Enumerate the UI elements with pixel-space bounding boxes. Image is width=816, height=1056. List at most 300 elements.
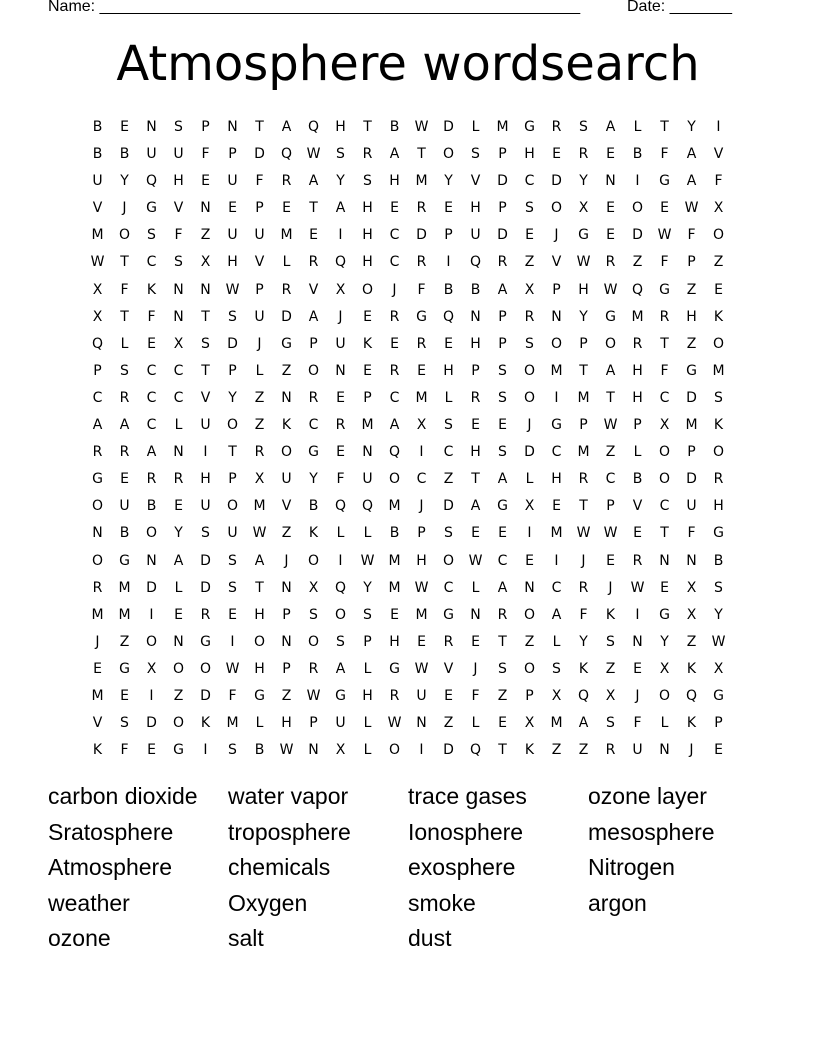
grid-letter: B xyxy=(308,498,319,515)
grid-letter: J xyxy=(392,281,397,298)
grid-letter: Y xyxy=(120,173,129,190)
grid-letter: A xyxy=(389,146,400,163)
grid-letter: Y xyxy=(687,119,696,135)
grid-letter: T xyxy=(201,308,210,325)
grid-letter: P xyxy=(687,254,696,271)
grid-letter: Z xyxy=(281,687,292,704)
grid-letter: D xyxy=(686,389,697,406)
grid-letter: O xyxy=(226,417,239,434)
grid-letter: F xyxy=(714,173,723,190)
grid-letter: E xyxy=(660,200,669,217)
grid-letter: E xyxy=(498,715,507,732)
grid-letter: H xyxy=(389,633,400,650)
grid-letter: N xyxy=(281,389,292,406)
grid-letter: U xyxy=(200,417,211,434)
grid-letter: H xyxy=(362,200,373,217)
grid-letter: L xyxy=(471,579,480,596)
grid-letter: C xyxy=(497,552,508,569)
grid-letter: B xyxy=(146,498,157,515)
grid-letter: V xyxy=(200,389,211,406)
word-bank-item: mesosphere xyxy=(588,818,715,845)
grid-letter: Y xyxy=(579,173,588,190)
grid-letter: R xyxy=(443,633,454,650)
grid-letter: S xyxy=(309,606,318,623)
grid-letter: S xyxy=(201,525,210,542)
grid-letter: F xyxy=(201,146,210,163)
grid-letter: A xyxy=(497,281,508,298)
grid-letter: E xyxy=(147,742,156,759)
grid-letter: O xyxy=(550,335,563,352)
grid-letter: B xyxy=(92,146,103,163)
grid-letter: H xyxy=(713,498,724,515)
grid-letter: M xyxy=(550,362,563,379)
grid-letter: U xyxy=(686,498,697,515)
grid-letter: F xyxy=(336,471,345,488)
grid-letter: G xyxy=(578,227,589,244)
grid-letter: Z xyxy=(119,633,130,650)
grid-letter: F xyxy=(147,308,156,325)
grid-letter: P xyxy=(633,417,642,434)
grid-letter: S xyxy=(498,444,507,461)
grid-letter: Q xyxy=(388,444,401,461)
grid-letter: O xyxy=(712,335,725,352)
grid-letter: S xyxy=(444,417,453,434)
grid-letter: Z xyxy=(254,417,265,434)
grid-letter: A xyxy=(551,606,562,623)
grid-letter: U xyxy=(470,227,481,244)
grid-letter: N xyxy=(308,742,319,759)
grid-letter: L xyxy=(363,660,372,677)
grid-letter: H xyxy=(200,471,211,488)
grid-letter: C xyxy=(146,254,157,271)
grid-letter: H xyxy=(416,552,427,569)
grid-letter: X xyxy=(335,281,346,298)
grid-letter: R xyxy=(578,146,589,163)
grid-letter: S xyxy=(606,715,615,732)
grid-letter: A xyxy=(686,146,697,163)
grid-letter: E xyxy=(444,200,453,217)
grid-letter: N xyxy=(173,633,184,650)
grid-letter: R xyxy=(605,742,616,759)
grid-letter: Q xyxy=(91,335,104,352)
grid-letter: Z xyxy=(443,471,454,488)
grid-letter: O xyxy=(199,660,212,677)
grid-letter: L xyxy=(174,579,183,596)
grid-letter: D xyxy=(497,173,508,190)
grid-letter: C xyxy=(389,227,400,244)
grid-letter: T xyxy=(228,444,237,461)
grid-letter: Q xyxy=(442,308,455,325)
grid-letter: S xyxy=(336,633,345,650)
grid-letter: S xyxy=(174,254,183,271)
grid-letter: X xyxy=(308,579,319,596)
grid-letter: S xyxy=(363,173,372,190)
grid-letter: S xyxy=(471,146,480,163)
grid-letter: M xyxy=(361,417,374,434)
grid-letter: W xyxy=(576,525,591,542)
grid-letter: D xyxy=(443,498,454,515)
grid-letter: N xyxy=(659,552,670,569)
grid-letter: Z xyxy=(686,335,697,352)
grid-letter: U xyxy=(281,471,292,488)
grid-letter: E xyxy=(228,200,237,217)
grid-letter: A xyxy=(497,471,508,488)
grid-letter: N xyxy=(335,362,346,379)
grid-letter: S xyxy=(444,525,453,542)
grid-letter: X xyxy=(524,715,535,732)
grid-letter: R xyxy=(281,281,292,298)
grid-letter: K xyxy=(308,525,319,542)
grid-letter: J xyxy=(284,552,289,569)
grid-letter: O xyxy=(523,606,536,623)
grid-letter: B xyxy=(470,281,481,298)
grid-letter: C xyxy=(551,579,562,596)
grid-letter: P xyxy=(687,444,696,461)
word-bank-item: exosphere xyxy=(408,854,516,880)
grid-letter: T xyxy=(660,335,669,352)
grid-letter: O xyxy=(361,281,374,298)
grid-letter: D xyxy=(200,552,211,569)
grid-letter: X xyxy=(551,687,562,704)
grid-letter: I xyxy=(716,119,721,135)
grid-letter: U xyxy=(119,498,130,515)
letter-grid xyxy=(84,114,732,764)
grid-letter: C xyxy=(659,498,670,515)
grid-letter: A xyxy=(254,552,265,569)
grid-letter: F xyxy=(660,362,669,379)
grid-letter: F xyxy=(120,742,129,759)
grid-letter: U xyxy=(335,335,346,352)
grid-letter: E xyxy=(120,471,129,488)
grid-letter: S xyxy=(174,119,183,135)
grid-letter: Y xyxy=(174,525,183,542)
grid-letter: K xyxy=(146,281,157,298)
grid-letter: W xyxy=(603,525,618,542)
grid-letter: G xyxy=(686,362,697,379)
grid-letter: J xyxy=(635,687,640,704)
grid-letter: T xyxy=(498,742,507,759)
grid-letter: G xyxy=(173,742,184,759)
grid-letter: H xyxy=(524,146,535,163)
grid-letter: P xyxy=(255,281,264,298)
grid-letter: G xyxy=(659,173,670,190)
grid-letter: E xyxy=(363,308,372,325)
grid-letter: E xyxy=(606,146,615,163)
word-bank-item: Atmosphere xyxy=(48,854,173,880)
grid-letter: E xyxy=(471,525,480,542)
grid-letter: R xyxy=(416,335,427,352)
grid-letter: P xyxy=(228,146,237,163)
grid-letter: W xyxy=(387,715,402,732)
grid-letter: Q xyxy=(577,687,590,704)
grid-letter: T xyxy=(579,362,588,379)
grid-letter: P xyxy=(579,335,588,352)
grid-letter: D xyxy=(200,579,211,596)
grid-letter: Y xyxy=(363,579,372,596)
grid-letter: G xyxy=(389,660,400,677)
grid-letter: M xyxy=(496,119,509,135)
grid-letter: U xyxy=(173,146,184,163)
grid-letter: N xyxy=(686,552,697,569)
grid-letter: E xyxy=(552,498,561,515)
grid-letter: V xyxy=(173,200,184,217)
grid-letter: L xyxy=(120,335,129,352)
grid-letter: Y xyxy=(714,606,723,623)
grid-letter: T xyxy=(309,200,318,217)
grid-letter: B xyxy=(389,119,400,135)
grid-letter: E xyxy=(147,335,156,352)
grid-letter: J xyxy=(608,579,613,596)
grid-letter: D xyxy=(551,173,562,190)
grid-letter: R xyxy=(632,335,643,352)
grid-letter: B xyxy=(92,119,103,135)
grid-letter: P xyxy=(363,389,372,406)
grid-letter: E xyxy=(471,417,480,434)
grid-letter: O xyxy=(118,227,131,244)
grid-letter: Y xyxy=(579,308,588,325)
grid-letter: W xyxy=(657,227,672,244)
grid-letter: D xyxy=(443,119,454,135)
grid-letter: N xyxy=(524,579,535,596)
grid-letter: H xyxy=(389,173,400,190)
grid-letter: M xyxy=(388,579,401,596)
word-bank xyxy=(48,780,768,958)
grid-letter: M xyxy=(577,389,590,406)
grid-letter: D xyxy=(254,146,265,163)
word-bank-item: Sratosphere xyxy=(48,818,174,845)
grid-letter: C xyxy=(443,444,454,461)
grid-letter: R xyxy=(335,417,346,434)
grid-letter: M xyxy=(415,389,428,406)
grid-letter: W xyxy=(603,281,618,298)
grid-letter: T xyxy=(660,119,669,135)
word-bank-item: chemicals xyxy=(228,854,331,880)
grid-letter: L xyxy=(471,119,480,135)
grid-letter: F xyxy=(687,525,696,542)
grid-letter: C xyxy=(605,471,616,488)
grid-letter: B xyxy=(254,742,265,759)
grid-letter: Q xyxy=(334,579,347,596)
grid-letter: F xyxy=(579,606,588,623)
grid-letter: T xyxy=(120,254,129,271)
grid-letter: M xyxy=(712,362,725,379)
grid-letter: O xyxy=(307,633,320,650)
grid-letter: P xyxy=(444,227,453,244)
grid-letter: G xyxy=(605,308,616,325)
grid-letter: E xyxy=(120,687,129,704)
grid-letter: V xyxy=(443,660,454,677)
grid-letter: S xyxy=(579,119,588,135)
grid-letter: X xyxy=(686,579,697,596)
grid-letter: E xyxy=(309,227,318,244)
grid-letter: T xyxy=(363,119,372,135)
grid-letter: A xyxy=(335,660,346,677)
grid-letter: A xyxy=(335,200,346,217)
grid-letter: J xyxy=(554,227,559,244)
grid-letter: X xyxy=(200,254,211,271)
grid-letter: Y xyxy=(660,633,669,650)
grid-letter: E xyxy=(444,335,453,352)
grid-letter: E xyxy=(120,119,129,135)
grid-letter: D xyxy=(524,444,535,461)
grid-letter: B xyxy=(632,471,643,488)
grid-letter: E xyxy=(552,146,561,163)
grid-letter: P xyxy=(228,362,237,379)
grid-letter: U xyxy=(200,498,211,515)
grid-letter: S xyxy=(525,200,534,217)
grid-letter: Y xyxy=(336,173,345,190)
grid-letter: C xyxy=(146,389,157,406)
grid-letter: H xyxy=(335,119,346,135)
grid-letter: E xyxy=(714,742,723,759)
grid-letter: O xyxy=(658,471,671,488)
grid-letter: X xyxy=(578,200,589,217)
grid-letter: W xyxy=(360,552,375,569)
grid-letter: G xyxy=(443,606,454,623)
grid-letter: R xyxy=(659,308,670,325)
grid-letter: Q xyxy=(280,146,293,163)
grid-letter: E xyxy=(633,525,642,542)
grid-letter: S xyxy=(120,362,129,379)
grid-letter: H xyxy=(551,471,562,488)
grid-letter: X xyxy=(92,308,103,325)
grid-letter: K xyxy=(200,715,211,732)
grid-letter: Q xyxy=(631,281,644,298)
grid-letter: C xyxy=(146,362,157,379)
grid-letter: A xyxy=(146,444,157,461)
grid-letter: E xyxy=(525,552,534,569)
grid-letter: J xyxy=(473,660,478,677)
grid-letter: P xyxy=(498,146,507,163)
grid-letter: E xyxy=(417,362,426,379)
grid-letter: Z xyxy=(632,254,643,271)
grid-letter: E xyxy=(606,227,615,244)
grid-letter: E xyxy=(93,660,102,677)
grid-letter: O xyxy=(523,660,536,677)
grid-letter: V xyxy=(308,281,319,298)
grid-letter: L xyxy=(552,633,561,650)
grid-letter: N xyxy=(146,119,157,135)
grid-letter: A xyxy=(578,715,589,732)
grid-letter: K xyxy=(686,660,697,677)
grid-letter: F xyxy=(660,146,669,163)
grid-letter: X xyxy=(605,687,616,704)
grid-letter: N xyxy=(173,444,184,461)
grid-letter: Q xyxy=(361,498,374,515)
grid-letter: Z xyxy=(686,281,697,298)
grid-letter: C xyxy=(173,389,184,406)
grid-letter: Q xyxy=(145,173,158,190)
grid-letter: W xyxy=(279,742,294,759)
grid-letter: Z xyxy=(281,362,292,379)
grid-letter: D xyxy=(632,227,643,244)
grid-letter: G xyxy=(119,660,130,677)
grid-letter: R xyxy=(389,362,400,379)
grid-letter: T xyxy=(417,146,426,163)
grid-letter: E xyxy=(390,200,399,217)
grid-letter: X xyxy=(659,417,670,434)
grid-letter: L xyxy=(174,417,183,434)
grid-letter: S xyxy=(228,742,237,759)
grid-letter: F xyxy=(120,281,129,298)
grid-letter: S xyxy=(336,146,345,163)
word-bank-item: smoke xyxy=(408,889,476,916)
grid-letter: M xyxy=(577,444,590,461)
grid-letter: Z xyxy=(497,687,508,704)
grid-letter: L xyxy=(633,119,642,135)
grid-letter: W xyxy=(684,200,699,217)
grid-letter: X xyxy=(524,498,535,515)
grid-letter: D xyxy=(497,227,508,244)
grid-letter: H xyxy=(362,687,373,704)
name-field-label: Name: ______________________________________________________ xyxy=(48,0,581,15)
grid-letter: S xyxy=(228,552,237,569)
grid-letter: R xyxy=(119,389,130,406)
grid-letter: I xyxy=(419,444,424,461)
grid-letter: R xyxy=(713,471,724,488)
grid-letter: R xyxy=(497,606,508,623)
grid-letter: A xyxy=(605,362,616,379)
grid-letter: M xyxy=(685,417,698,434)
grid-letter: M xyxy=(631,308,644,325)
grid-letter: N xyxy=(281,579,292,596)
grid-letter: F xyxy=(417,281,426,298)
grid-letter: P xyxy=(606,498,615,515)
grid-letter: Q xyxy=(334,498,347,515)
grid-letter: O xyxy=(280,444,293,461)
grid-letter: K xyxy=(524,742,535,759)
grid-letter: N xyxy=(173,308,184,325)
grid-letter: T xyxy=(255,119,264,135)
grid-letter: N xyxy=(416,715,427,732)
grid-letter: Y xyxy=(444,173,453,190)
grid-letter: H xyxy=(254,606,265,623)
grid-letter: E xyxy=(174,498,183,515)
grid-letter: O xyxy=(712,444,725,461)
grid-letter: O xyxy=(91,498,104,515)
grid-letter: B xyxy=(119,146,130,163)
grid-letter: W xyxy=(414,579,429,596)
grid-letter: G xyxy=(713,525,724,542)
grid-letter: U xyxy=(227,525,238,542)
grid-letter: Z xyxy=(605,444,616,461)
grid-letter: L xyxy=(633,444,642,461)
grid-letter: C xyxy=(659,389,670,406)
grid-letter: P xyxy=(309,335,318,352)
grid-letter: E xyxy=(660,579,669,596)
grid-letter: I xyxy=(635,173,640,190)
grid-letter: R xyxy=(470,389,481,406)
grid-letter: W xyxy=(306,687,321,704)
grid-letter: K xyxy=(578,660,589,677)
grid-letter: P xyxy=(471,362,480,379)
grid-letter: M xyxy=(118,606,131,623)
grid-letter: P xyxy=(579,417,588,434)
grid-letter: G xyxy=(551,417,562,434)
grid-letter: M xyxy=(388,552,401,569)
grid-letter: E xyxy=(471,633,480,650)
word-bank-item: ozone layer xyxy=(588,783,707,809)
grid-letter: Z xyxy=(686,633,697,650)
grid-letter: K xyxy=(605,606,616,623)
word-bank-item: argon xyxy=(588,889,647,916)
grid-letter: I xyxy=(446,254,451,271)
grid-letter: C xyxy=(173,362,184,379)
grid-letter: V xyxy=(92,200,103,217)
grid-letter: X xyxy=(254,471,265,488)
grid-letter: N xyxy=(146,552,157,569)
grid-letter: X xyxy=(416,417,427,434)
